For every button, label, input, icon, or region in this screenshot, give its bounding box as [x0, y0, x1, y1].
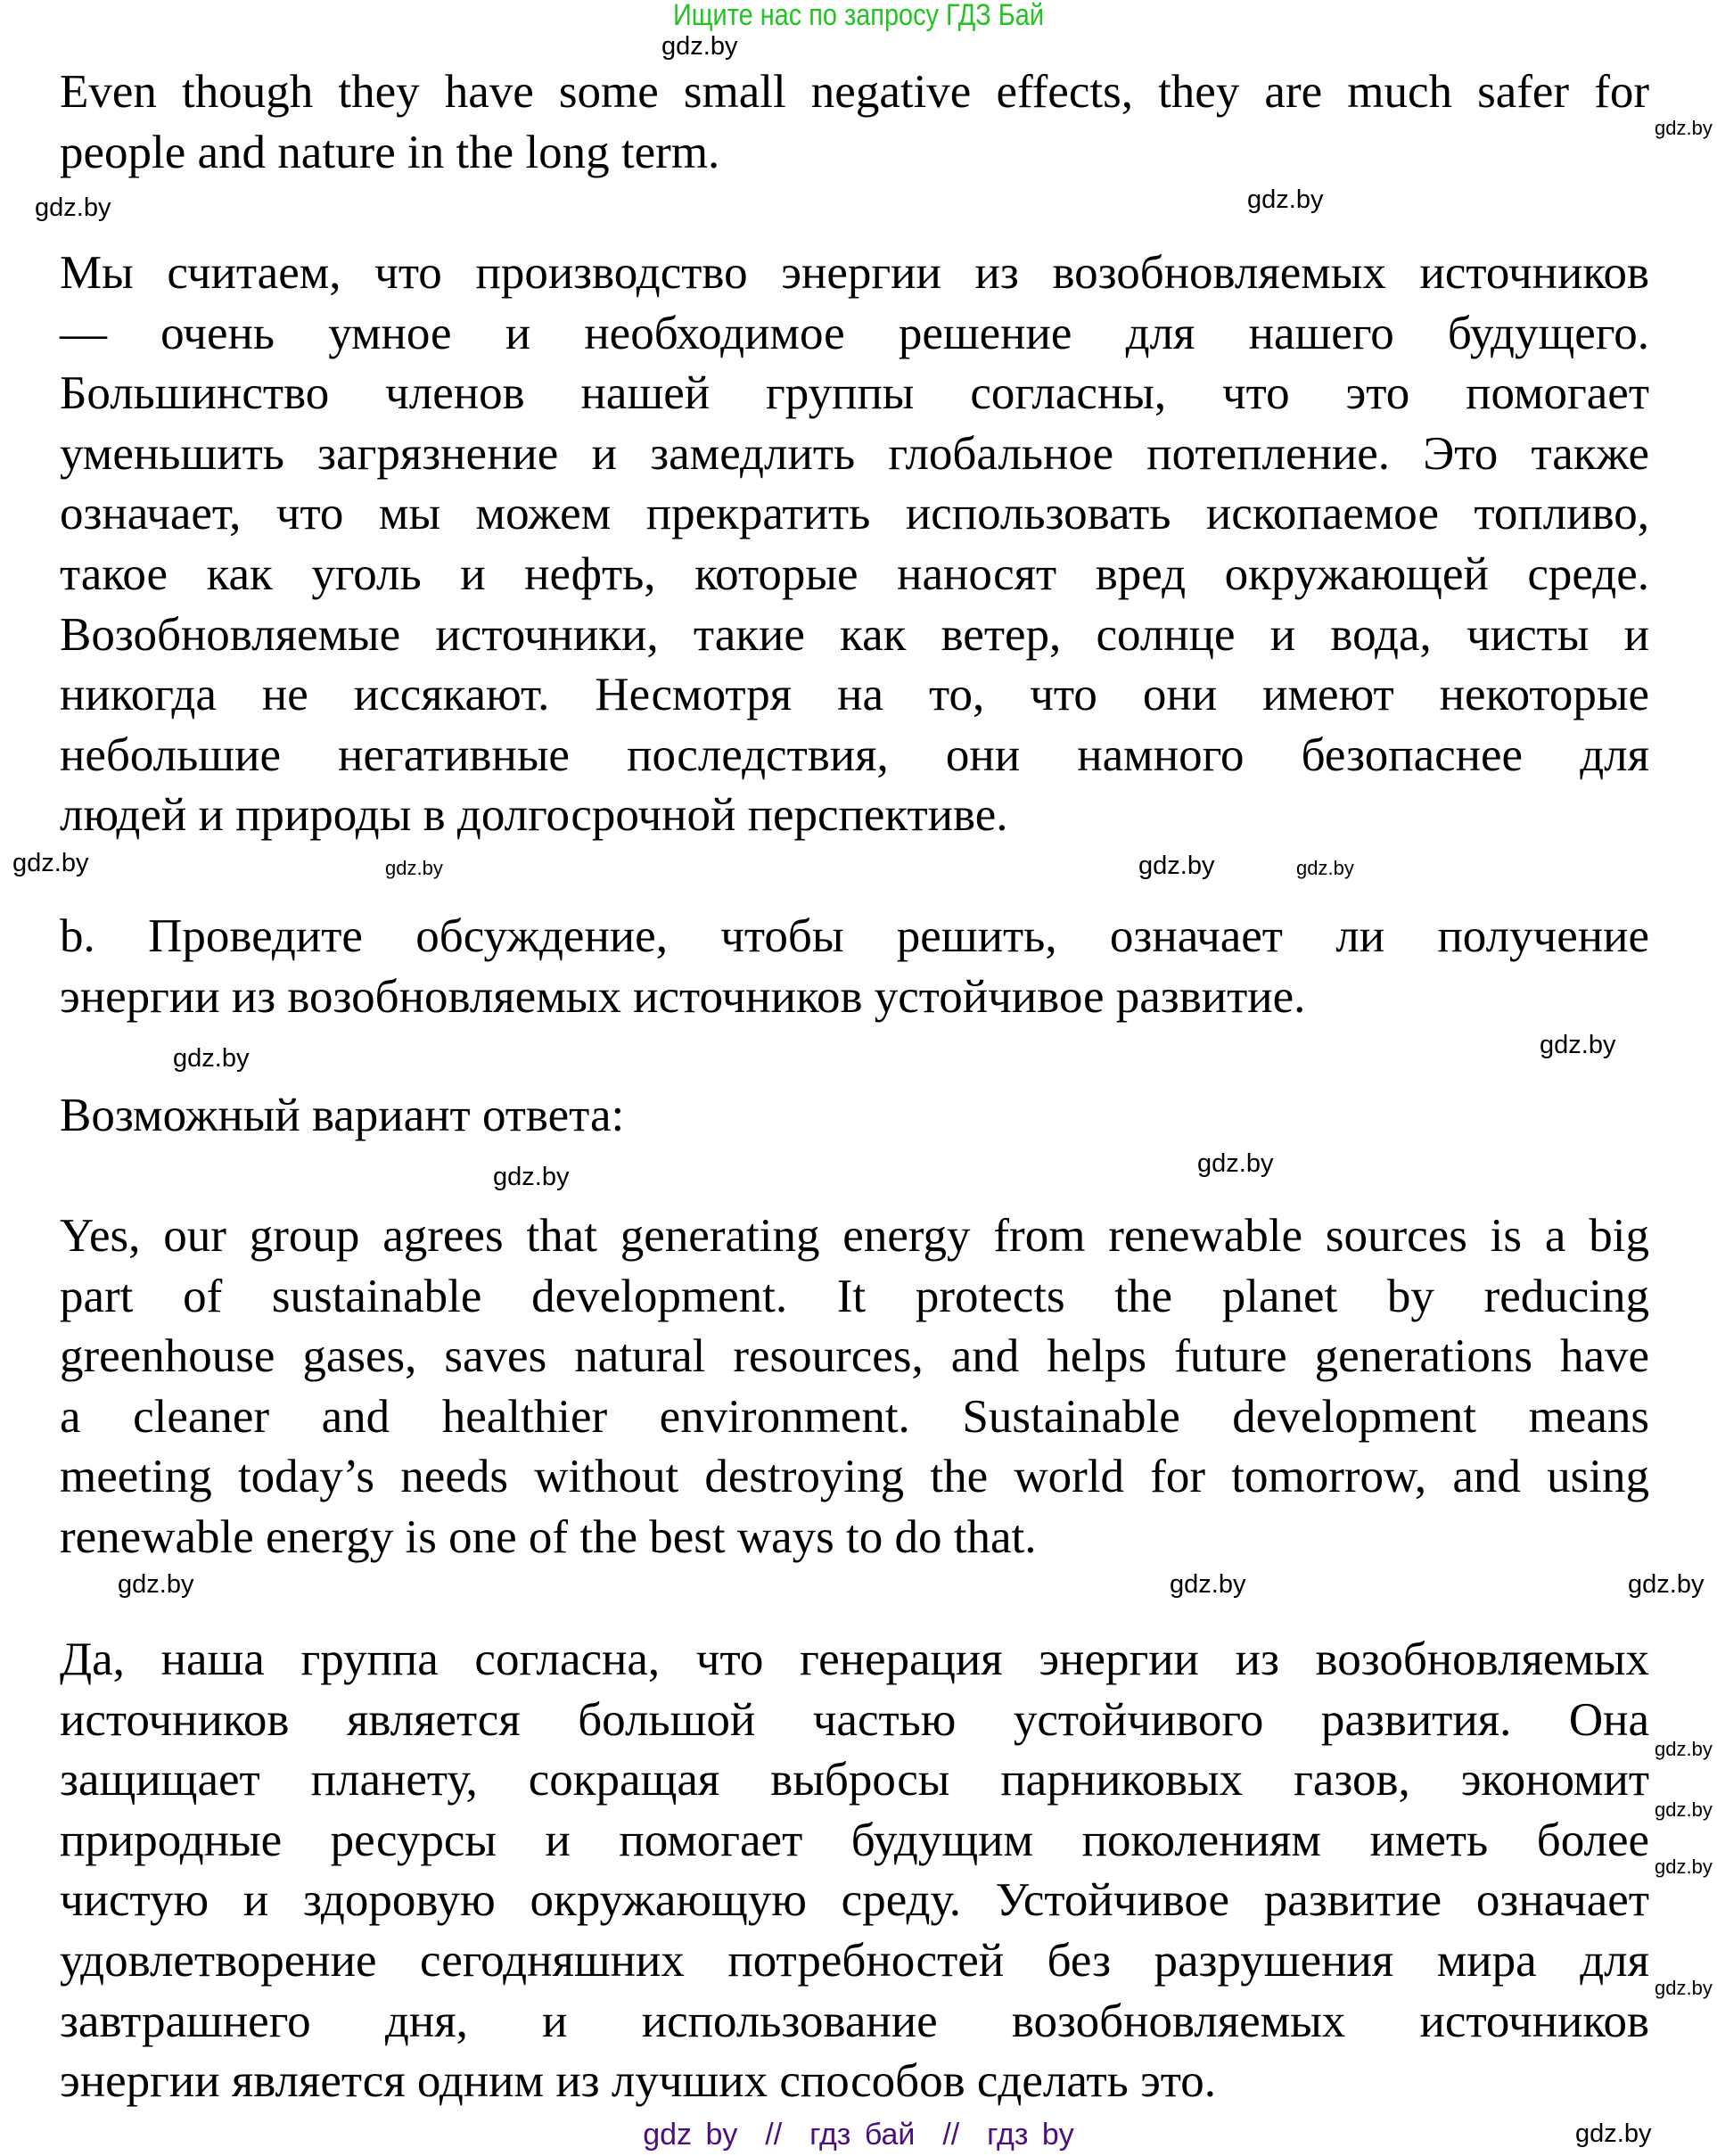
- text-line: Да, наша группа согласна, что генерация энергии из возобновляемых: [60, 1633, 1649, 1685]
- watermark: gdz.by: [1655, 117, 1713, 139]
- watermark: gdz.by: [118, 1570, 194, 1599]
- watermark: gdz.by: [1575, 2119, 1652, 2148]
- watermark: gdz.by: [385, 857, 443, 879]
- watermark: gdz.by: [1170, 1570, 1246, 1599]
- footer-links[interactable]: gdz by // гдз бай // гдз by: [643, 2118, 1074, 2152]
- text-line: людей и природы в долгосрочной перспективе.: [60, 789, 1008, 842]
- text-line: part of sustainable development. It protects the planet by reducing: [60, 1270, 1649, 1322]
- watermark: gdz.by: [1247, 185, 1324, 214]
- text-line: renewable energy is one of the best ways to do that.: [60, 1510, 1037, 1563]
- text-line: природные ресурсы и помогает будущим поколениям иметь более: [60, 1814, 1649, 1866]
- text-line: Even though they have some small negative effects, they are much safer for: [60, 66, 1649, 118]
- text-line: meeting today’s needs without destroying the world for tomorrow, and using: [60, 1451, 1649, 1503]
- task-b-question: [60, 907, 1649, 1027]
- text-line: завтрашнего дня, и использование возобновляемых источников: [60, 1995, 1649, 2047]
- text-line: Yes, our group agrees that generating energy from renewable sources is a big: [60, 1210, 1649, 1262]
- watermark: gdz.by: [1296, 857, 1354, 879]
- watermark: gdz.by: [1628, 1570, 1705, 1599]
- watermark: gdz.by: [1197, 1149, 1274, 1178]
- text-line: a cleaner and healthier environment. Sustainable development means: [60, 1390, 1649, 1443]
- paragraph-russian-answer: [60, 1630, 1649, 2112]
- watermark: gdz.by: [35, 193, 111, 222]
- watermark: gdz.by: [12, 849, 89, 877]
- text-line: Большинство членов нашей группы согласны, что это помогает: [60, 367, 1649, 420]
- text-line: greenhouse gases, saves natural resources, and helps future generations have: [60, 1330, 1649, 1383]
- text-line: энергии из возобновляемых источников устойчивое развитие.: [60, 970, 1306, 1023]
- paragraph-english-answer: [60, 1206, 1649, 1568]
- text-line: — очень умное и необходимое решение для нашего будущего.: [60, 307, 1649, 359]
- watermark: gdz.by: [1655, 1798, 1713, 1821]
- text-line: чистую и здоровую окружающую среду. Устойчивое развитие означает: [60, 1874, 1649, 1927]
- text-line: такое как уголь и нефть, которые наносят вред окружающей среде.: [60, 547, 1649, 600]
- text-line: уменьшить загрязнение и замедлить глобальное потепление. Это также: [60, 427, 1649, 480]
- header-banner[interactable]: Ищите нас по запросу ГДЗ Бай: [673, 0, 1044, 32]
- text-line: удовлетворение сегодняшних потребностей без разрушения мира для: [60, 1934, 1649, 1987]
- watermark: gdz.by: [1655, 1738, 1713, 1760]
- text-line: people and nature in the long term.: [60, 126, 720, 178]
- watermark: gdz.by: [1655, 1856, 1713, 1878]
- watermark: gdz.by: [173, 1044, 250, 1073]
- text-line: Возобновляемые источники, такие как ветер, солнце и вода, чисты и: [60, 608, 1649, 661]
- paragraph-russian-conclusion: [60, 243, 1649, 846]
- text-line: энергии является одним из лучших способов сделать это.: [60, 2055, 1217, 2108]
- text-line: b. Проведите обсуждение, чтобы решить, означает ли получение: [60, 910, 1649, 962]
- watermark: gdz.by: [1655, 1977, 1713, 1999]
- text-line: источников является большой частью устойчивого развития. Она: [60, 1693, 1649, 1746]
- paragraph-english-conclusion: [60, 62, 1649, 183]
- text-line: защищает планету, сокращая выбросы парниковых газов, экономит: [60, 1754, 1649, 1806]
- answer-heading: [60, 1086, 1649, 1147]
- text-line: никогда не иссякают. Несмотря на то, что они имеют некоторые: [60, 669, 1649, 721]
- text-line: означает, что мы можем прекратить использовать ископаемое топливо,: [60, 488, 1649, 540]
- text-line: Возможный вариант ответа:: [60, 1090, 625, 1141]
- text-line: небольшие негативные последствия, они намного безопаснее для: [60, 728, 1649, 781]
- watermark: gdz.by: [1540, 1031, 1616, 1059]
- watermark: gdz.by: [493, 1163, 570, 1191]
- watermark: gdz.by: [661, 32, 738, 61]
- text-line: Мы считаем, что производство энергии из возобновляемых источников: [60, 247, 1649, 299]
- watermark: gdz.by: [1138, 852, 1215, 880]
